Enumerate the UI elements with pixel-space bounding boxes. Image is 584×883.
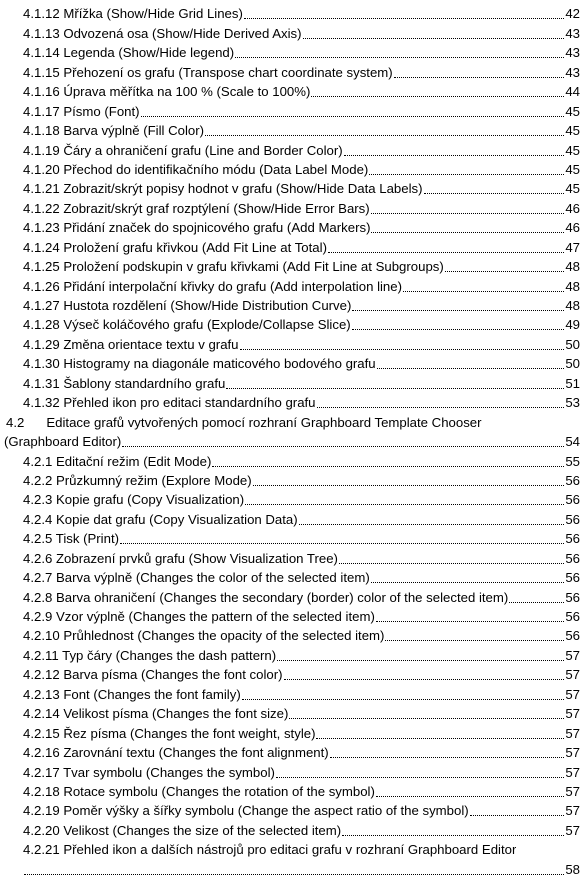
toc-entry[interactable] bbox=[0, 256, 580, 275]
toc-entry[interactable] bbox=[0, 22, 580, 41]
toc-entry[interactable] bbox=[0, 42, 580, 61]
toc-page-number: 57 bbox=[565, 725, 580, 741]
toc-entry-label: 4.1.23 Přidání značek do spojnicového grafu (Add Markers) bbox=[23, 220, 371, 236]
toc-entry-label: 4.2.19 Poměr výšky a šířky symbolu (Change the aspect ratio of the symbol) bbox=[23, 803, 469, 819]
toc-leader-dots bbox=[235, 57, 564, 58]
toc-leader-dots bbox=[377, 368, 565, 369]
toc-page-number: 46 bbox=[565, 200, 580, 216]
table-of-contents bbox=[0, 3, 580, 878]
toc-page-number: 45 bbox=[565, 142, 580, 158]
toc-page-number: 57 bbox=[565, 803, 580, 819]
toc-leader-dots bbox=[245, 504, 564, 505]
toc-entry[interactable] bbox=[0, 61, 580, 80]
toc-page-number: 56 bbox=[565, 628, 580, 644]
toc-entry-label: 4.2.18 Rotace symbolu (Changes the rotation of the symbol) bbox=[23, 783, 375, 799]
toc-page-number: 54 bbox=[565, 434, 580, 450]
toc-entry[interactable] bbox=[0, 528, 580, 547]
toc-leader-dots bbox=[352, 329, 565, 330]
toc-entry[interactable] bbox=[0, 858, 580, 877]
toc-leader-dots bbox=[24, 874, 564, 875]
toc-leader-dots bbox=[371, 582, 565, 583]
toc-entry[interactable] bbox=[0, 819, 580, 838]
toc-entry-label: 4.2.11 Typ čáry (Changes the dash pattern) bbox=[23, 647, 277, 663]
toc-page-number: 48 bbox=[565, 259, 580, 275]
toc-page-number: 56 bbox=[565, 589, 580, 605]
toc-entry-label: 4.1.30 Histogramy na diagonále maticového bodového grafu bbox=[23, 356, 376, 372]
toc-page-number: 57 bbox=[565, 667, 580, 683]
toc-leader-dots bbox=[509, 602, 564, 603]
toc-entry[interactable] bbox=[0, 217, 580, 236]
toc-entry-label: 4.1.27 Hustota rozdělení (Show/Hide Distribution Curve) bbox=[23, 298, 352, 313]
toc-entry-label: 4.2.15 Řez písma (Changes the font weight, style) bbox=[23, 725, 316, 741]
toc-entry-label: 4.1.22 Zobrazit/skrýt graf rozptýlení (Show/Hide Error Bars) bbox=[23, 200, 370, 216]
toc-entry-label: 4.2.4 Kopie dat grafu (Copy Visualization Data) bbox=[23, 511, 298, 527]
toc-entry-label: 4.1.17 Písmo (Font) bbox=[23, 103, 140, 119]
toc-entry-label: 4.1.24 Proložení grafu křivkou (Add Fit Line at Total) bbox=[23, 239, 327, 255]
toc-entry[interactable] bbox=[0, 353, 580, 372]
toc-page-number: 57 bbox=[565, 764, 580, 780]
toc-entry-label: 4.2.9 Vzor výplně (Changes the pattern of the selected item) bbox=[23, 609, 375, 624]
toc-page-number: 45 bbox=[565, 103, 580, 119]
toc-entry-label: 4.2.5 Tisk (Print) bbox=[23, 531, 120, 547]
toc-leader-dots bbox=[352, 310, 564, 311]
toc-entry-label: 4.2.10 Průhlednost (Changes the opacity of the selected item) bbox=[23, 628, 385, 644]
toc-leader-dots bbox=[376, 796, 564, 797]
toc-leader-dots bbox=[244, 18, 564, 19]
toc-entry[interactable] bbox=[0, 742, 580, 761]
toc-entry[interactable] bbox=[0, 839, 580, 858]
toc-page-number: 43 bbox=[565, 64, 580, 80]
toc-entry-label: 4.1.26 Přidání interpolační křivky do grafu (Add interpolation line) bbox=[23, 278, 402, 294]
toc-leader-dots bbox=[369, 174, 564, 175]
toc-entry-label: 4.1.12 Mřížka (Show/Hide Grid Lines) bbox=[23, 6, 243, 22]
toc-entry-label: 4.1.25 Proložení podskupin v grafu křivkami (Add Fit Line at Subgroups) bbox=[23, 259, 444, 275]
toc-leader-dots bbox=[424, 193, 565, 194]
toc-entry[interactable] bbox=[0, 625, 580, 644]
toc-entry[interactable] bbox=[0, 606, 580, 625]
toc-leader-dots bbox=[289, 718, 564, 719]
toc-section-title: Editace grafů vytvořených pomocí rozhraní Graphboard Template Chooser bbox=[46, 414, 482, 430]
toc-entry-label: 4.1.31 Šablony standardního grafu bbox=[23, 375, 226, 391]
toc-leader-dots bbox=[205, 135, 564, 136]
toc-entry-label: 4.1.13 Odvozená osa (Show/Hide Derived Axis) bbox=[23, 25, 302, 41]
toc-leader-dots bbox=[226, 388, 564, 389]
toc-entry-label: 4.1.29 Změna orientace textu v grafu bbox=[23, 336, 239, 352]
toc-entry[interactable] bbox=[0, 333, 580, 352]
toc-page-number: 50 bbox=[565, 336, 580, 352]
toc-leader-dots bbox=[276, 777, 564, 778]
toc-leader-dots bbox=[339, 563, 564, 564]
toc-entry-label: 4.2.12 Barva písma (Changes the font color) bbox=[23, 667, 283, 683]
toc-entry[interactable] bbox=[0, 3, 580, 22]
toc-leader-dots bbox=[371, 232, 564, 233]
toc-entry[interactable] bbox=[0, 392, 580, 411]
toc-entry[interactable] bbox=[0, 781, 580, 800]
toc-entry[interactable] bbox=[0, 547, 580, 566]
toc-leader-dots bbox=[141, 116, 565, 117]
toc-leader-dots bbox=[394, 77, 565, 78]
toc-entry-label: 4.2.3 Kopie grafu (Copy Visualization) bbox=[23, 492, 245, 508]
toc-page-number: 48 bbox=[565, 278, 580, 294]
toc-leader-dots bbox=[253, 485, 565, 486]
toc-entry[interactable] bbox=[0, 197, 580, 216]
toc-entry-label: 4.2.8 Barva ohraničení (Changes the secondary (border) color of the selected item) bbox=[23, 589, 509, 605]
toc-page-number: 48 bbox=[565, 298, 580, 313]
toc-page-number: 50 bbox=[565, 356, 580, 372]
toc-entry-label: 4.1.14 Legenda (Show/Hide legend) bbox=[23, 45, 235, 61]
toc-page-number: 43 bbox=[565, 45, 580, 61]
toc-entry[interactable] bbox=[0, 100, 580, 119]
toc-leader-dots bbox=[311, 96, 564, 97]
toc-page-number: 49 bbox=[565, 317, 580, 333]
toc-page-number: 46 bbox=[565, 220, 580, 236]
toc-entry-label bbox=[6, 415, 482, 431]
toc-leader-dots bbox=[299, 524, 565, 525]
toc-entry[interactable] bbox=[0, 236, 580, 255]
toc-leader-dots bbox=[330, 757, 565, 758]
toc-leader-dots bbox=[303, 38, 565, 39]
toc-page-number: 56 bbox=[565, 550, 580, 566]
toc-entry-label: 4.1.18 Barva výplně (Fill Color) bbox=[23, 123, 205, 139]
toc-page-number: 53 bbox=[565, 395, 580, 411]
toc-leader-dots bbox=[120, 543, 564, 544]
toc-entry-label: 4.2.16 Zarovnání textu (Changes the font alignment) bbox=[23, 745, 329, 761]
toc-section-number: 4.2 bbox=[6, 414, 25, 430]
toc-page-number: 45 bbox=[565, 161, 580, 177]
toc-entry[interactable] bbox=[0, 664, 580, 683]
toc-entry-label: 4.2.13 Font (Changes the font family) bbox=[23, 686, 241, 702]
toc-entry[interactable] bbox=[0, 683, 580, 702]
toc-leader-dots bbox=[122, 446, 564, 447]
toc-page-number: 57 bbox=[565, 822, 580, 838]
toc-entry[interactable] bbox=[0, 722, 580, 741]
toc-page-number: 55 bbox=[565, 453, 580, 469]
toc-page-number: 57 bbox=[565, 686, 580, 702]
toc-entry-label: 4.2.20 Velikost (Changes the size of the selected item) bbox=[23, 822, 342, 838]
toc-leader-dots bbox=[317, 407, 565, 408]
toc-entry[interactable] bbox=[0, 567, 580, 586]
toc-leader-dots bbox=[240, 349, 565, 350]
toc-page-number: 57 bbox=[565, 706, 580, 722]
toc-page-number: 56 bbox=[565, 609, 580, 624]
toc-leader-dots bbox=[328, 252, 564, 253]
toc-page-number: 44 bbox=[565, 84, 580, 100]
toc-entry[interactable] bbox=[0, 120, 580, 139]
toc-entry[interactable] bbox=[0, 586, 580, 605]
toc-entry[interactable] bbox=[0, 295, 580, 314]
toc-entry[interactable] bbox=[0, 450, 580, 469]
toc-entry[interactable] bbox=[0, 800, 580, 819]
toc-page-number: 58 bbox=[565, 861, 580, 877]
toc-entry[interactable] bbox=[0, 470, 580, 489]
toc-entry-label: 4.1.28 Výseč koláčového grafu (Explode/Collapse Slice) bbox=[23, 317, 351, 333]
toc-entry-label: 4.1.16 Úprava měřítka na 100 % (Scale to 100%) bbox=[23, 84, 311, 100]
toc-entry-label: 4.2.2 Průzkumný režim (Explore Mode) bbox=[23, 472, 252, 488]
toc-entry[interactable] bbox=[0, 489, 580, 508]
toc-leader-dots bbox=[385, 640, 564, 641]
toc-page-number: 56 bbox=[565, 492, 580, 508]
toc-entry[interactable] bbox=[0, 178, 580, 197]
toc-entry-label: 4.1.32 Přehled ikon pro editaci standardního grafu bbox=[23, 395, 316, 411]
toc-entry[interactable] bbox=[0, 644, 580, 663]
toc-leader-dots bbox=[376, 621, 564, 622]
toc-leader-dots bbox=[445, 271, 565, 272]
toc-entry[interactable] bbox=[0, 314, 580, 333]
toc-entry-label: 4.2.1 Editační režim (Edit Mode) bbox=[23, 453, 212, 469]
toc-entry[interactable] bbox=[0, 81, 580, 100]
toc-leader-dots bbox=[470, 815, 565, 816]
toc-entry[interactable] bbox=[0, 411, 580, 430]
toc-entry[interactable] bbox=[0, 431, 580, 450]
toc-leader-dots bbox=[371, 213, 565, 214]
toc-page-number: 57 bbox=[565, 783, 580, 799]
toc-entry-label: 4.2.7 Barva výplně (Changes the color of the selected item) bbox=[23, 570, 370, 586]
toc-page-number: 56 bbox=[565, 531, 580, 547]
toc-page-number: 57 bbox=[565, 745, 580, 761]
toc-page-number: 56 bbox=[565, 570, 580, 586]
toc-entry[interactable] bbox=[0, 372, 580, 391]
toc-entry[interactable] bbox=[0, 761, 580, 780]
toc-entry-label: 4.1.19 Čáry a ohraničení grafu (Line and Border Color) bbox=[23, 142, 343, 158]
toc-entry[interactable] bbox=[0, 159, 580, 178]
toc-leader-dots bbox=[344, 155, 565, 156]
toc-page-number: 56 bbox=[565, 511, 580, 527]
toc-entry-label: 4.1.20 Přechod do identifikačního módu (Data Label Mode) bbox=[23, 161, 369, 177]
toc-entry[interactable] bbox=[0, 275, 580, 294]
toc-page-number: 43 bbox=[565, 25, 580, 41]
toc-entry[interactable] bbox=[0, 703, 580, 722]
toc-page-number: 45 bbox=[565, 123, 580, 139]
toc-entry[interactable] bbox=[0, 508, 580, 527]
toc-leader-dots bbox=[212, 466, 564, 467]
toc-leader-dots bbox=[403, 291, 564, 292]
toc-leader-dots bbox=[316, 738, 564, 739]
toc-page-number: 56 bbox=[565, 472, 580, 488]
toc-entry-label: 4.2.21 Přehled ikon a dalších nástrojů pro editaci grafu v rozhraní Graphboard Editor bbox=[23, 842, 517, 858]
toc-leader-dots bbox=[242, 699, 565, 700]
toc-page-number: 45 bbox=[565, 181, 580, 197]
toc-entry-label: 4.2.6 Zobrazení prvků grafu (Show Visualization Tree) bbox=[23, 550, 338, 566]
toc-page-number: 51 bbox=[565, 375, 580, 391]
toc-leader-dots bbox=[342, 835, 564, 836]
toc-page-number: 47 bbox=[565, 239, 580, 255]
toc-entry-label: 4.2.17 Tvar symbolu (Changes the symbol) bbox=[23, 764, 275, 780]
toc-leader-dots bbox=[284, 679, 565, 680]
toc-page-number: 42 bbox=[565, 6, 580, 22]
toc-entry-label: 4.1.15 Přehození os grafu (Transpose chart coordinate system) bbox=[23, 64, 393, 80]
toc-page-number: 57 bbox=[565, 647, 580, 663]
toc-entry-label: (Graphboard Editor) bbox=[4, 434, 122, 450]
toc-leader-dots bbox=[277, 660, 564, 661]
toc-entry-label: 4.2.14 Velikost písma (Changes the font size) bbox=[23, 706, 289, 722]
toc-entry-label: 4.1.21 Zobrazit/skrýt popisy hodnot v grafu (Show/Hide Data Labels) bbox=[23, 181, 423, 197]
toc-entry[interactable] bbox=[0, 139, 580, 158]
